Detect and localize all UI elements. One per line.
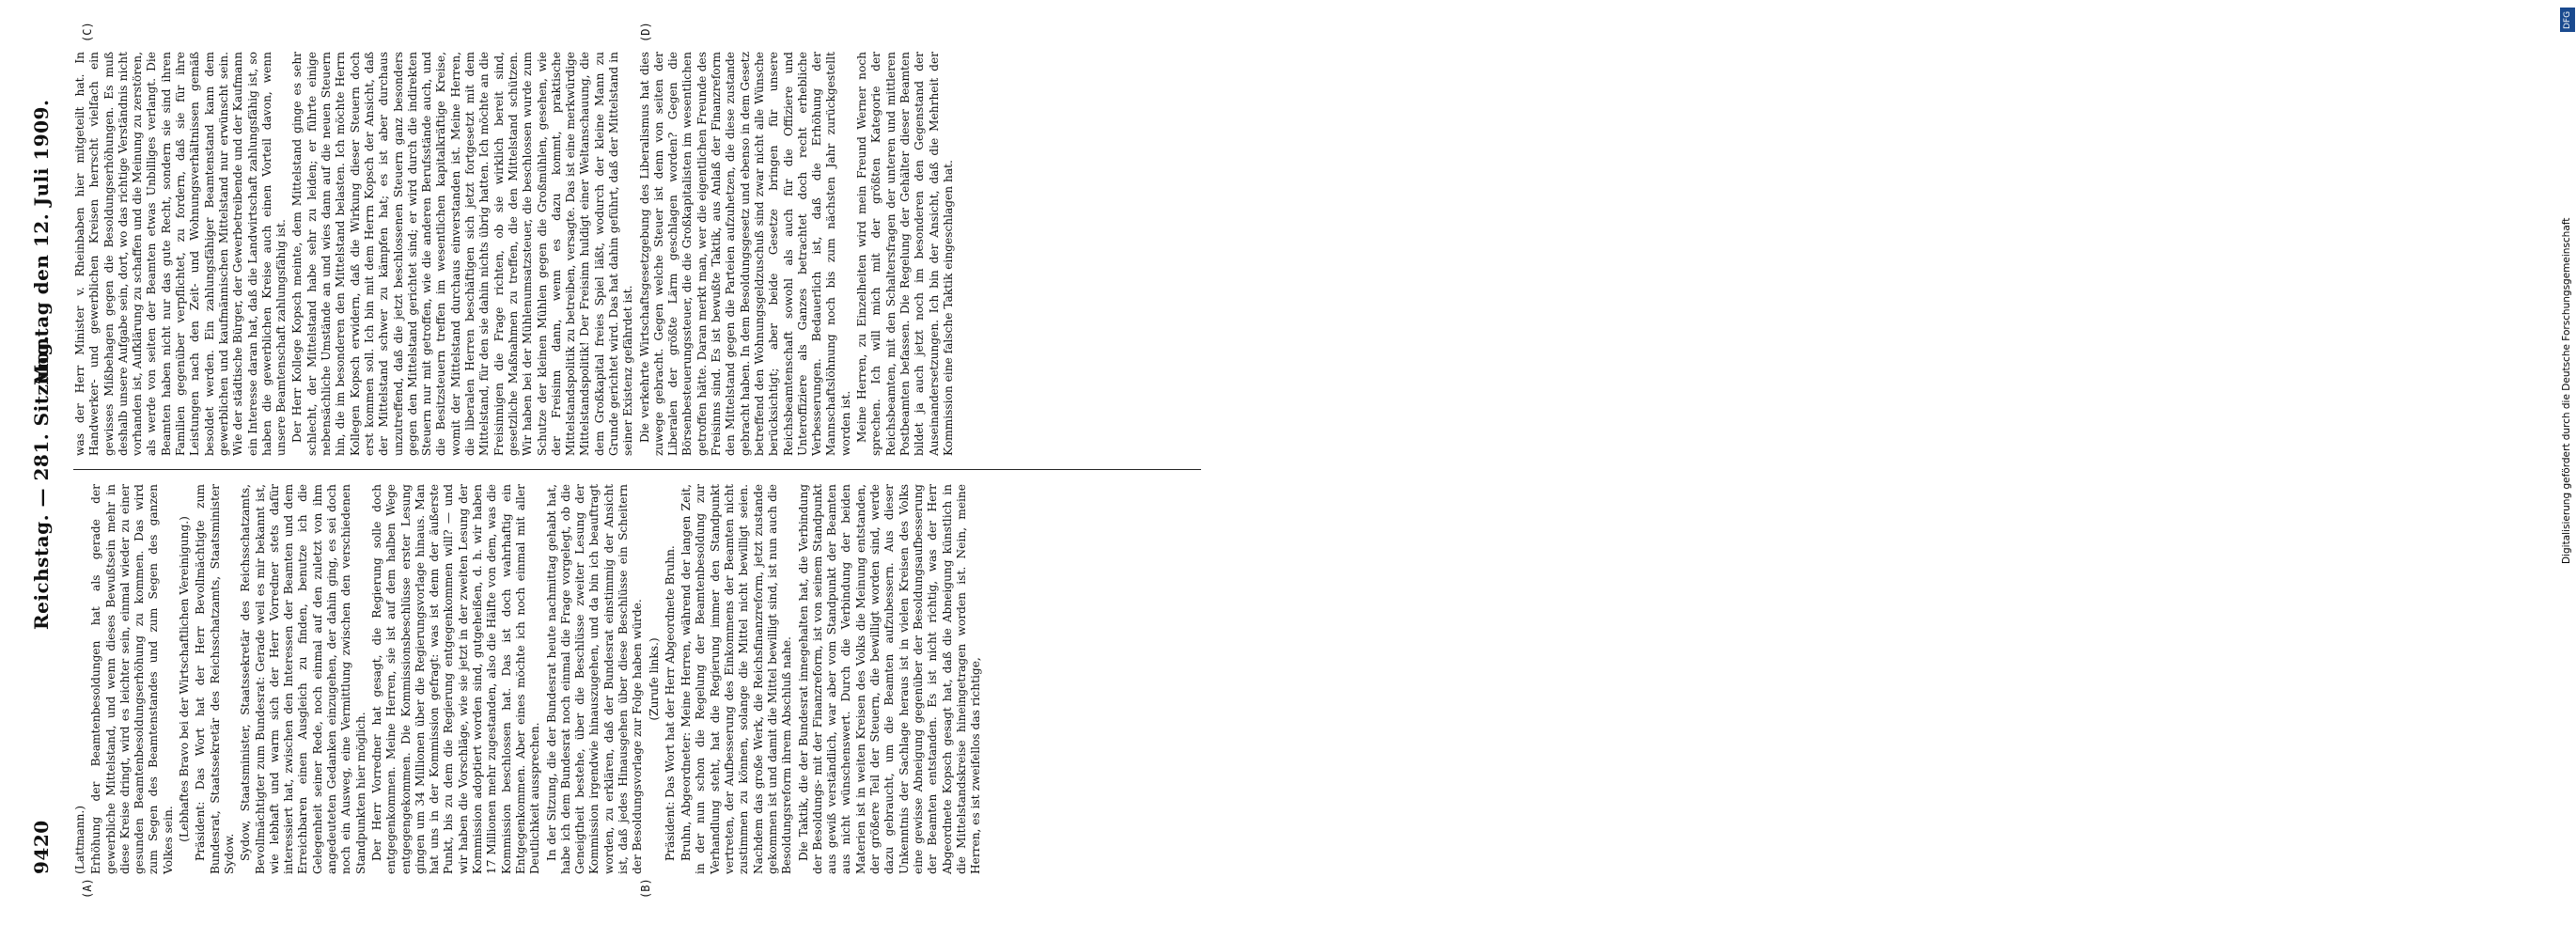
margin-marker-a: (A) bbox=[81, 878, 94, 899]
page-header bbox=[26, 28, 58, 912]
right-column bbox=[73, 52, 1201, 456]
page-number: 9420 bbox=[30, 820, 53, 874]
speaker-ref: (Lattmann.) bbox=[73, 805, 86, 874]
paragraph: Meine Herren, zu Einzelheiten wird mein Freund Werner noch sprechen. Ich will mich mit der größten Kategorie der Reichsbeamten, mit den Schaltersfragen der unteren und mittleren Postbeamten befassen. Die Regelung der Gehälter dieser Beamten bildet ja auch jetzt noch im besonderen den Gegenstand der Auseinandersetzungen. Ich bin der Ansicht, daß die Mehrheit der Kommission eine falsche Taktik eingeschlagen hat. bbox=[855, 52, 955, 456]
paragraph: was der Herr Minister v. Rheinbaben hier mitgeteilt hat. In Handwerker- und gewerblichen Kreisen herrscht vielfach ein gewisses Mißbehagen gegen die Besoldungserhöhungen. Es muß deshalb unsere Aufgabe sein, dort, wo das richtige Verständnis nicht vorhanden ist, Aufklärung zu schaffen und die Meinung zu zerstören, als werde von seiten der Beamten etwas Unbilliges verlangt. Die Beamten haben nicht nur das gute Recht, sondern sie sind ihren Familien gegenüber verpflichtet, zu fordern, daß sie für ihre Leistungen nach den Zeit- und Wohnungsverhältnissen gemäß besoldet werden. Ein zahlungsfähiger Beamtenstand kann dem gewerblichen und kaufmännischen Mittelstand nur erwünscht sein. Wie der städtische Bürger, der Gewerbetreibende und der Kaufmann ein Interesse daran hat, daß die Landwirtschaft zahlungsfähig ist, so haben die gewerblichen Kreise auch einen Vorteil davon, wenn unsere Beamtenschaft zahlungsfähig ist. bbox=[73, 52, 289, 456]
margin-marker-c: (C) bbox=[81, 22, 94, 42]
paragraph: Präsident: Das Wort hat der Herr Bevollmächtigte zum Bundesrat, Staatssekretär des Reichsschatzamts, Staatsminister Sydow. bbox=[194, 484, 236, 874]
applause-note: (Lebhaftes Bravo bei der Wirtschaftlichen Vereinigung.) bbox=[178, 516, 192, 842]
left-column bbox=[73, 484, 1201, 874]
paragraph: Sydow, Staatsminister, Staatssekretär des Reichsschatzamts, Bevollmächtigter zum Bundesrat: Gerade weil es mir bekannt ist, wie lebhaft und warm sich der Herr Vorredner stets dafür interessiert hat, zwischen den Interessen der Beamten und dem Erreichbaren einen Ausgleich zu finden, benutze ich die Gelegenheit seiner Rede, noch einmal auf den zuletzt von ihm angedeuteten Gedanken einzugehen, der dahin ging, es sei doch noch ein Ausweg, eine Vermittlung zwischen den verschiedenen Standpunkten hier möglich. bbox=[239, 484, 367, 874]
margin-marker-d: (D) bbox=[639, 22, 652, 42]
session-title: Reichstag. — 281. Sitzung. bbox=[30, 335, 53, 630]
paragraph: Bruhn, Abgeordneter: Meine Herren, während der langen Zeit, in der nun schon die Regelung der Beamtenbesoldung zur Verhandlung steht, hat die Regierung immer den Standpunkt vertreten, der Aufbesserung des Einkommens der Beamten nicht zustimmen zu können, solange die Mittel nicht bewilligt seien. Nachdem das große Werk, die Reichsfinanzreform, jetzt zustande gekommen ist und damit die Mittel bewilligt sind, ist nun auch die Besoldungsreform ihrem Abschluß nahe. bbox=[679, 484, 794, 874]
paragraph: Präsident: Das Wort hat der Herr Abgeordnete Bruhn. bbox=[663, 545, 677, 861]
digitization-credit: Digitalisierung gefördert durch die Deutsche Forschungsgemeinschaft bbox=[2561, 217, 2572, 564]
margin-marker-b: (B) bbox=[639, 878, 652, 899]
paragraph: In der Sitzung, die der Bundesrat heute nachmittag gehabt hat, habe ich dem Bundesrat noch einmal die Frage vorgelegt, ob die Geneigtheit bestehe, über die Beschlüsse zweiter Lesung der Kommission irgendwie hinauszugehen, und da bin ich beauftragt worden, zu erklären, daß der Bundesrat einstimmig der Ansicht ist, daß jedes Hinausgehen über diese Beschlüsse ein Scheitern der Besoldungsvorlage zur Folge haben würde. bbox=[544, 484, 645, 874]
column-divider bbox=[73, 469, 1201, 470]
paragraph: Erhöhung der Beamtenbesoldungen hat als gerade der gewerbliche Mittelstand, und wenn dieses Bewußtsein mehr in diese Kreise dringt, wird es leichter sein, einmal wieder zu einer gesunden Beamtenbesoldungserhöhung zu kommen. Das wird zum Segen des Beamtenstandes und zum Segen des ganzen Volkes sein. bbox=[89, 484, 175, 874]
paragraph: Die Taktik, die der Bundesrat innegehalten hat, die Verbindung der Besoldungs- mit der Finanzreform, ist von seinem Standpunkt aus gewiß verständlich, war aber vom Standpunkt der Beamten aus nicht wünschenswert. Durch die Verbindung der beiden Materien ist in weiten Kreisen des Volks die Meinung entstanden, der größere Teil der Steuern, die bewilligt worden sind, werde dazu gebraucht, um die Beamten aufzubessern. Aus dieser Unkenntnis der Sachlage heraus ist in vielen Kreisen des Volks eine gewisse Abneigung gegenüber der Besoldungsaufbesserung der Beamten entstanden. Es ist nicht richtig, was der Herr Abgeordnete Kopsch gesagt hat, daß die Abneigung künstlich in die Mittelstandskreise hineingetragen worden ist. Nein, meine Herren, es ist zweifellos das richtige, bbox=[796, 484, 983, 874]
interjection-note: (Zurufe links.) bbox=[647, 637, 661, 721]
paragraph: Die verkehrte Wirtschaftsgesetzgebung des Liberalismus hat dies zuwege gebracht. Gegen welche Steuer ist denn von seiten der Liberalen der größte Lärm geschlagen worden? Gegen die Börsenbesteuerungssteuer, die die Großkapitalisten im wesentlichen getroffen hätte. Daran merkt man, wer die eigentlichen Freunde des Freisinns sind. Es ist bewußte Taktik, aus Anlaß der Finanzreform den Mittelstand gegen die Parteien aufzuhetzen, die diese zustande gebracht haben. In dem Besoldungsgesetz und ebenso in dem Gesetz betreffend den Wohnungsgeldzuschuß sind zwar nicht alle Wünsche berücksichtigt; aber beide Gesetze bringen für unsere Reichsbeamtenschaft sowohl als auch für die Offiziere und Unteroffiziere als Ganzes betrachtet doch recht erhebliche Verbesserungen. Bedauerlich ist, daß die Erhöhung der Mannschaftslöhnung noch bis zum nächsten Jahr zurückgestellt worden ist. bbox=[637, 52, 852, 456]
dfg-logo: DFG bbox=[2560, 8, 2575, 32]
paragraph: Der Herr Vorredner hat gesagt, die Regierung solle doch entgegenkommen. Meine Herren, sie ist auf dem halben Wege entgegengekommen. Die Kommissionsbeschlüsse erster Lesung gingen um 34 Millionen über die Regierungsvorlage hinaus. Man hat uns in der Kommission gefragt: was ist denn der äußerste Punkt, bis zu dem die Regierung entgegenkommen will? — und wir haben die Vorschläge, wie sie jetzt in der zweiten Lesung der Kommission adoptiert worden sind, gutgeheißen, d. h. wir haben 17 Millionen mehr zugestanden, also die Hälfte von dem, was die Kommission beschlossen hat. Das ist doch wahrhaftig ein Entgegenkommen. Aber eines möchte ich noch einmal mit aller Deutlichkeit aussprechen. bbox=[369, 484, 542, 874]
digitization-credit-strip bbox=[1278, 0, 2572, 940]
paragraph: Der Herr Kollege Kopsch meinte, dem Mittelstand ginge es sehr schlecht, der Mittelstand habe sehr zu leiden; er führte einige nebensächliche Umstände an und wies dann auf die neuen Steuern hin, die im besonderen den Mittelstand belasten. Ich möchte Herrn Kollegen Kopsch erwidern, daß die Wirkung dieser Steuern doch erst kommen soll. Ich bin mit dem Herrn Kopsch der Ansicht, daß der Mittelstand schwer zu kämpfen hat; es ist aber durchaus unzutreffend, daß die jetzt beschlossenen Steuern ganz besonders gegen den Mittelstand gerichtet sind; er wird durch die indirekten Steuern nur mit getroffen, wie die anderen Berufsstände auch, und die Besitzsteuern treffen im wesentlichen kapitalkräftige Kreise, womit der Mittelstand durchaus einverstanden ist. Meine Herren, die liberalen Herren beschäftigen sich jetzt fortgesetzt mit dem Mittelstand, für den sie dahin nichts übrig hatten. Ich möchte an die Freisinnigen die Frage richten, ob sie wirklich bereit sind, gesetzliche Maßnahmen zu treffen, die den Mittelstand schützen. Wir haben bei der Mühlenumsatzsteuer, die beschlossen wurde zum Schutze der kleinen Mühlen gegen die Großmühlen, gesehen, wie der Freisinn dann, wenn es dazu kommt, praktische Mittelstandspolitik zu betreiben, versagte. Das ist eine merkwürdige Mittelstandspolitik! Der Freisinn huldigt einer Weltanschauung, die dem Großkapital freies Spiel läßt, wodurch der kleine Mann zu Grunde gerichtet wird. Das hat dahin geführt, daß der Mittelstand in seiner Existenz gefährdet ist. bbox=[290, 52, 635, 456]
session-date: Montag den 12. Juli 1909. bbox=[30, 99, 53, 385]
rotated-page-content bbox=[0, 0, 1212, 940]
